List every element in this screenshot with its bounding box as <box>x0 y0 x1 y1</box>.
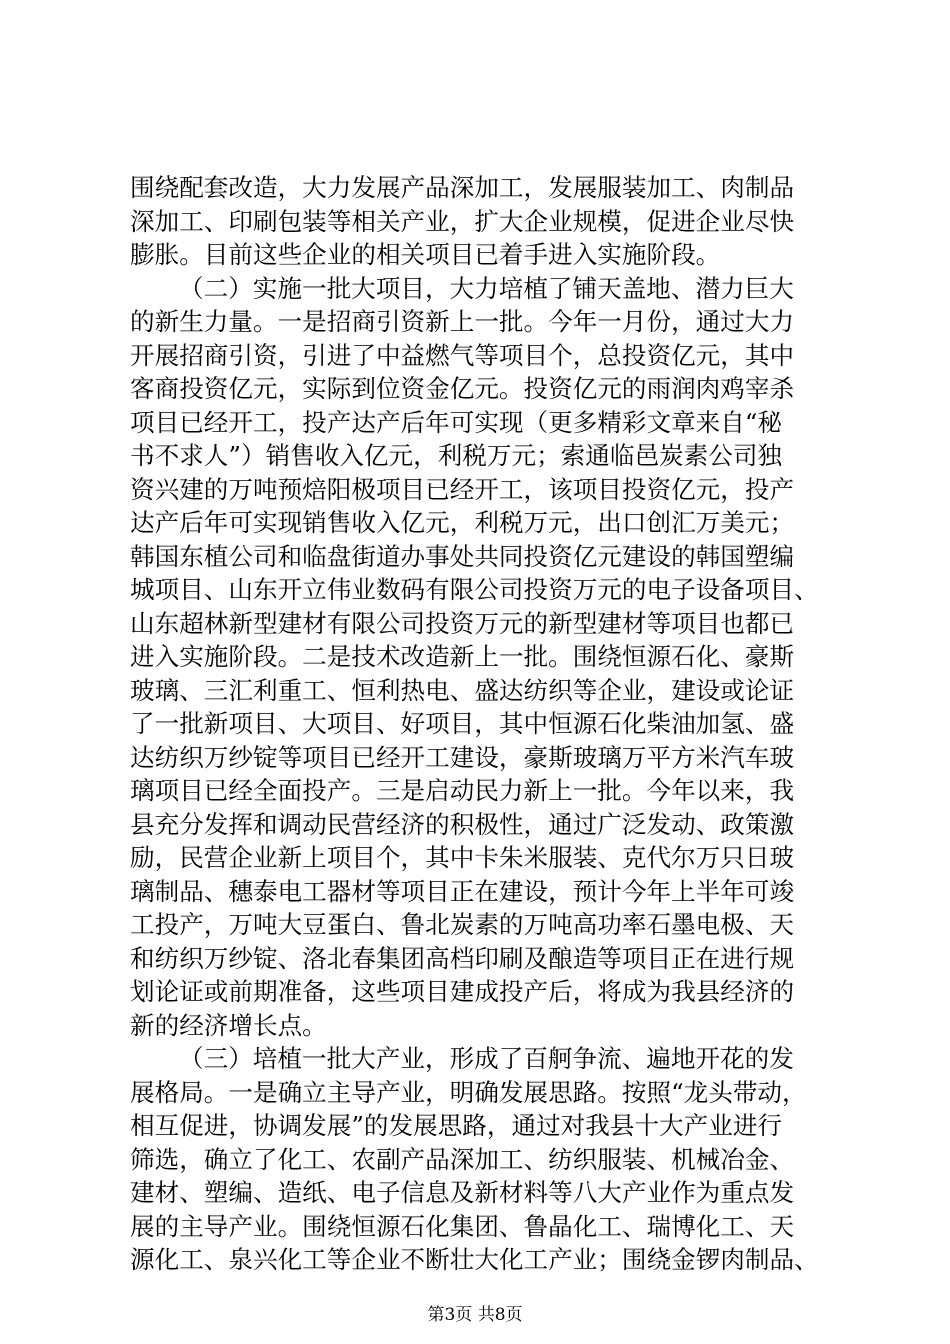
text-line: 资兴建的万吨预焙阳极项目已经开工，该项目投资亿元，投产 <box>130 474 795 504</box>
text-line: 达产后年可实现销售收入亿元，利税万元，出口创汇万美元； <box>130 508 795 537</box>
text-line: 璃制品、穗泰电工器材等项目正在建设，预计今年上半年可竣 <box>130 876 795 906</box>
text-line: 划论证或前期准备，这些项目建成投产后，将成为我县经济的 <box>130 977 795 1006</box>
text-line: 围绕配套改造，大力发展产品深加工，发展服装加工、肉制品 <box>130 173 795 202</box>
body-text <box>130 171 830 1277</box>
text-line: 城项目、山东开立伟业数码有限公司投资万元的电子设备项目、 <box>130 575 819 604</box>
text-line: 展的主导产业。围绕恒源石化集团、鲁晶化工、瑞博化工、天 <box>130 1211 795 1241</box>
text-line: 了一批新项目、大项目、好项目，其中恒源石化柴油加氢、盛 <box>130 709 795 738</box>
text-line: 新的经济增长点。 <box>130 1010 327 1040</box>
text-line: 深加工、印刷包装等相关产业，扩大企业规模，促进企业尽快 <box>130 206 795 236</box>
paragraph-start-line: （二）实施一批大项目，大力培植了铺天盖地、潜力巨大 <box>179 273 794 303</box>
text-line: 膨胀。目前这些企业的相关项目已着手进入实施阶段。 <box>130 240 721 269</box>
text-line: 山东超林新型建材有限公司投资万元的新型建材等项目也都已 <box>130 608 795 638</box>
text-line: 韩国东植公司和临盘街道办事处共同投资亿元建设的韩国塑编 <box>130 541 795 571</box>
text-line: 的新生力量。一是招商引资新上一批。今年一月份，通过大力 <box>130 307 795 336</box>
text-line: 璃项目已经全面投产。三是启动民力新上一批。今年以来，我 <box>130 776 795 805</box>
text-line: 项目已经开工，投产达产后年可实现（更多精彩文章来自“秘 <box>130 407 783 437</box>
text-line: 展格局。一是确立主导产业，明确发展思路。按照“龙头带动， <box>130 1077 807 1107</box>
text-line: 相互促进，协调发展”的发展思路，通过对我县十大产业进行 <box>130 1111 783 1140</box>
text-line: 县充分发挥和调动民营经济的积极性，通过广泛发动、政策激 <box>130 809 795 839</box>
text-line: 工投产，万吨大豆蛋白、鲁北炭素的万吨高功率石墨电极、天 <box>130 910 795 939</box>
paragraph-start-line: （三）培植一批大产业，形成了百舸争流、遍地开花的发 <box>179 1044 794 1073</box>
text-line: 建材、塑编、造纸、电子信息及新材料等八大产业作为重点发 <box>130 1178 795 1207</box>
text-line: 开展招商引资，引进了中益燃气等项目个，总投资亿元，其中 <box>130 340 795 370</box>
text-line: 筛选，确立了化工、农副产品深加工、纺织服装、机械冶金、 <box>130 1144 795 1174</box>
text-line: 客商投资亿元，实际到位资金亿元。投资亿元的雨润肉鸡宰杀 <box>130 374 795 403</box>
text-line: 源化工、泉兴化工等企业不断壮大化工产业；围绕金锣肉制品、 <box>130 1245 819 1274</box>
text-line: 玻璃、三汇利重工、恒利热电、盛达纺织等企业，建设或论证 <box>130 675 795 705</box>
text-line: 进入实施阶段。二是技术改造新上一批。围绕恒源石化、豪斯 <box>130 642 795 671</box>
page-footer <box>0 1300 950 1325</box>
text-line: 和纺织万纱锭、洛北春集团高档印刷及酿造等项目正在进行规 <box>130 943 795 973</box>
text-line: 达纺织万纱锭等项目已经开工建设，豪斯玻璃万平方米汽车玻 <box>130 742 795 772</box>
text-line: 书不求人”）销售收入亿元，利税万元；索通临邑炭素公司独 <box>130 441 783 470</box>
text-line: 励，民营企业新上项目个，其中卡朱米服装、克代尔万只日玻 <box>130 843 795 872</box>
page-number: 第3页 共8页 <box>427 1305 523 1325</box>
